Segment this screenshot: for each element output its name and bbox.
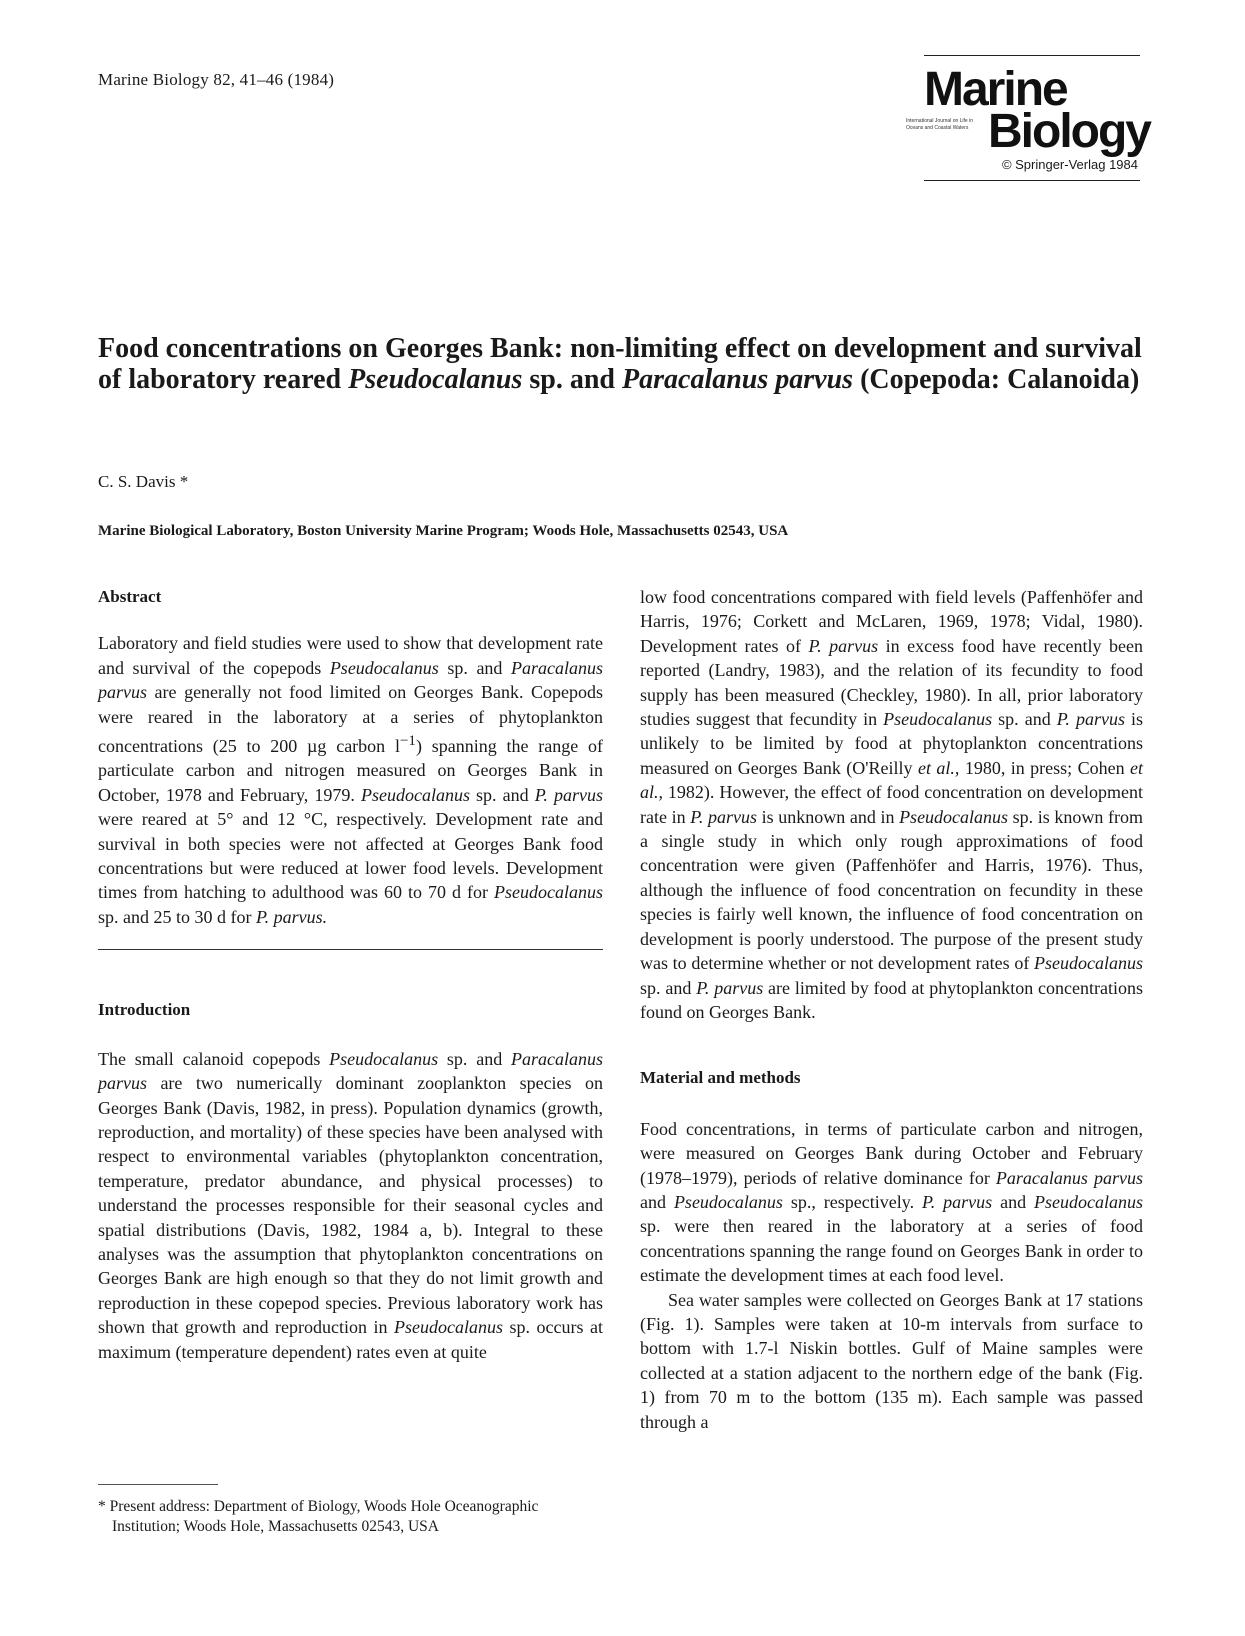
left-column: [98, 585, 603, 1364]
article-title: Food concentrations on Georges Bank: non-limiting effect on development and survival of laboratory reared Pseudocalanus sp. and Paracalanus parvus (Copepoda: Calanoida): [98, 333, 1142, 395]
logo-rule-bottom: [924, 180, 1140, 181]
introduction-text: The small calanoid copepods Pseudocalanus sp. and Paracalanus parvus are two numerically dominant zooplankton species on Georges Bank (Davis, 1982, in press). Population dynamics (growth, reproduction, and mortality) of these species have been analysed with respect to environmental variables (phytoplankton concentration, temperature, predator abundance, and physical processes) to understand the processes responsible for their seasonal cycles and spatial distributions (Davis, 1982, 1984 a, b). Integral to these analyses was the assumption that phytoplankton concentrations on Georges Bank are high enough so that they do not limit growth and reproduction in these copepod species. Previous laboratory work has shown that growth and reproduction in Pseudocalanus sp. occurs at maximum (temperature dependent) rates even at quite: [98, 1048, 603, 1362]
logo-rule-top: [924, 55, 1140, 56]
copyright-notice: © Springer-Verlag 1984: [1001, 157, 1138, 172]
introduction-continuation: low food concentrations compared with field levels (Paffenhöfer and Harris, 1976; Corkett and McLaren, 1969, 1978; Vidal, 1980). Development rates of P. parvus in excess food have recently been reported (Landry, 1983), and the relation of its fecundity to food supply has been measured (Checkley, 1980). In all, prior laboratory studies suggest that fecundity in Pseudocalanus sp. and P. parvus is unlikely to be limited by food at phytoplankton concentrations measured on Georges Bank (O'Reilly et al., 1980, in press; Cohen et al., 1982). However, the effect of food concentration on development rate in P. parvus is unknown and in Pseudocalanus sp. is known from a single study in which only rough approximations of food concentration were given (Paffenhöfer and Harris, 1976). Thus, although the influence of food concentration on fecundity in these species is fairly well known, the influence of food concentration on development is poorly understood. The purpose of the present study was to determine whether or not development rates of Pseudocalanus sp. and P. parvus are limited by food at phytoplankton concentrations found on Georges Bank.: [640, 587, 1143, 1022]
methods-heading: Material and methods: [640, 1068, 801, 1088]
journal-logo-marine: Marine: [924, 63, 1067, 116]
abstract-heading: Abstract: [98, 587, 162, 606]
journal-logo-biology: Biology: [988, 105, 1150, 158]
journal-logo-tagline: International Journal on Life in Oceans and Coastal Waters: [906, 118, 973, 131]
abstract-divider: [98, 949, 603, 950]
journal-citation: Marine Biology 82, 41–46 (1984): [98, 70, 335, 89]
footnote-divider: [98, 1484, 218, 1485]
introduction-heading: Introduction: [98, 1000, 191, 1020]
methods-paragraph-1: Food concentrations, in terms of particulate carbon and nitrogen, were measured on Georges Bank during October and February (1978–1979), periods of relative dominance for Paracalanus parvus and Pseudocalanus sp., respectively. P. parvus and Pseudocalanus sp. were then reared in the laboratory at a series of food concentrations spanning the range found on Georges Bank in order to estimate the development times at each food level.: [640, 1118, 1143, 1286]
methods-paragraph-2: Sea water samples were collected on Georges Bank at 17 stations (Fig. 1). Samples were taken at 10-m intervals from surface to bottom with 1.7-l Niskin bottles. Gulf of Maine samples were collected at a station adjacent to the northern edge of the bank (Fig. 1) from 70 m to the bottom (135 m). Each sample was passed through a: [640, 1289, 1143, 1432]
abstract-text: Laboratory and field studies were used to show that development rate and survival of the copepods Pseudocalanus sp. and Paracalanus parvus are generally not food limited on Georges Bank. Copepods were reared in the laboratory at a series of phytoplankton concentrations (25 to 200 µg carbon $l^{-1}$) spanning the range of particulate carbon and nitrogen measured on Georges Bank in October, 1978 and February, 1979. Pseudocalanus sp. and P. parvus were reared at 5° and 12 °C, respectively. Development rate and survival in both species were not affected at Georges Bank food concentrations but were reduced at lower food levels. Development times from hatching to adulthood was 60 to 70 d for Pseudocalanus sp. and 25 to 30 d for P. parvus.: [98, 633, 604, 927]
author-name: C. S. Davis *: [98, 472, 189, 491]
author-affiliation: Marine Biological Laboratory, Boston University Marine Program; Woods Hole, Massachusetts 02543, USA: [98, 523, 789, 539]
right-column: [640, 585, 1143, 1434]
footnote: * Present address: Department of Biology, Woods Hole Oceanographic Institution; Woods Hole, Massachusetts 02543, USA: [98, 1498, 539, 1535]
